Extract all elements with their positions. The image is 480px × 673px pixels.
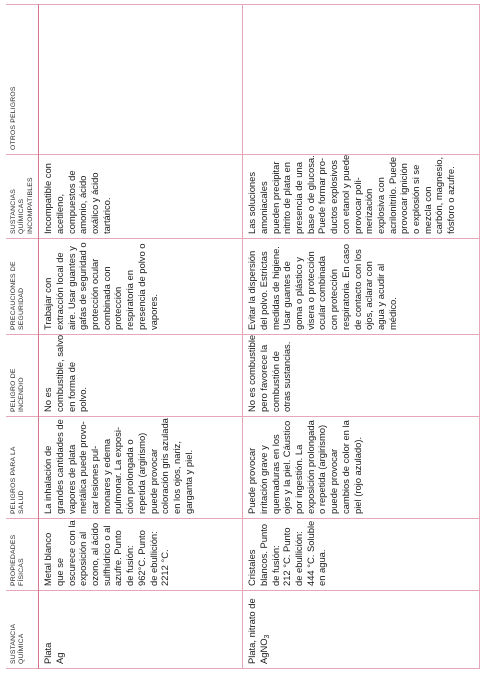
cell-health-hazards	[243, 417, 480, 519]
cell-text-line: 444 °C. Soluble	[304, 520, 316, 586]
cell-text-line: Puede provocar	[246, 447, 258, 514]
cell-text-line: de fusión:	[124, 545, 136, 586]
cell-text-line: car lesiones pul-	[89, 445, 101, 514]
cell-substance	[243, 591, 480, 669]
cell-text-line: No es	[42, 387, 54, 412]
cell-text-line: goma o plástico y	[293, 257, 305, 330]
cell-text-line: pulmonar. La exposi-	[112, 426, 124, 514]
cell-text-line: grandes cantidades de	[53, 419, 65, 514]
cell-text-line: carbón, magnesio,	[433, 156, 445, 234]
cell-text-line: ozono, al ácido	[89, 522, 101, 586]
cell-text-line: respiratoria. En caso	[339, 244, 351, 330]
cell-text-line: pueden precipitar	[269, 161, 281, 234]
cell-health-hazards	[39, 417, 243, 519]
substance-name: Plata, nitrato de	[246, 598, 258, 664]
cell-text-line: ojos, aclarar con	[363, 261, 375, 330]
cell-safety-precautions	[243, 239, 480, 335]
cell-text-line: gafas de seguridad o	[77, 242, 89, 330]
cell-text-line: Cristales	[246, 549, 258, 586]
cell-text-line: con protección	[328, 269, 340, 330]
cell-text-line: Evitar la dispersión	[246, 250, 258, 330]
formula-subscript: 3	[263, 634, 271, 639]
cell-text-line: que se	[53, 557, 65, 586]
cell-text-line: Incompatible con	[42, 163, 54, 234]
cell-text-line: puede provocar	[328, 448, 340, 514]
cell-text-line: cambios de color en la	[339, 420, 351, 514]
cell-text-line: aire. Usar guantes y	[65, 246, 77, 330]
cell-other-hazards	[243, 5, 480, 155]
cell-text-line: monares y edema	[100, 438, 112, 514]
header-safety-precautions: PRECAUCIONES DE SEGURIDAD	[6, 239, 39, 335]
cell-incompatible-chemicals	[243, 155, 480, 239]
cell-text-line: ductos explosivos	[328, 160, 340, 234]
cell-text-line: pero favorece la	[257, 344, 269, 412]
cell-text-line: con etanol y puede	[339, 154, 351, 234]
header-physical-properties: PROPIEDADES FÍSICAS	[6, 519, 39, 591]
substance-formula: Ag	[53, 652, 65, 664]
cell-text-line: por ingestión. La	[293, 444, 305, 514]
substance-formula	[258, 596, 272, 664]
cell-text-line: visera o protección	[304, 251, 316, 330]
cell-text-line: Trabajar con	[42, 277, 54, 330]
cell-text-line: de fusión:	[269, 545, 281, 586]
cell-fire-hazard	[39, 335, 243, 417]
cell-text-line: en agua.	[316, 549, 328, 586]
cell-text-line: o explosión si se	[410, 164, 422, 234]
cell-text-line: combustible, salvo	[53, 334, 65, 412]
cell-text-line: protección ocular	[89, 258, 101, 330]
cell-text-line: quemaduras en los	[269, 434, 281, 514]
cell-text-line: ción prolongada o	[124, 439, 136, 514]
formula-base: AgNO	[257, 638, 269, 664]
cell-text-line: blancos. Punto	[257, 523, 269, 586]
cell-text-line: oxálico y ácido	[89, 172, 101, 234]
header-fire-hazard: PELIGRO DE INCENDIO	[6, 335, 39, 417]
rotated-table-sheet	[6, 5, 473, 669]
cell-text-line: No es combustible	[246, 334, 258, 412]
cell-text-line: amoniacales	[257, 181, 269, 234]
cell-text-line: de ebullición:	[293, 531, 305, 586]
cell-text-line: Usar guantes de	[281, 261, 293, 330]
cell-text-line: otras sustancias.	[281, 341, 293, 412]
cell-text-line: fósforo o azufre.	[445, 166, 457, 234]
cell-incompatible-chemicals	[39, 155, 243, 239]
cell-text-line: base o de glucosa.	[304, 155, 316, 234]
cell-text-line: acetileno,	[53, 193, 65, 234]
table-row	[243, 5, 480, 669]
chemical-safety-table	[6, 4, 480, 669]
cell-text-line: combinada con	[100, 266, 112, 330]
cell-text-line: explosiva con	[374, 177, 386, 234]
cell-text-line: de ebullición:	[147, 531, 159, 586]
cell-safety-precautions	[39, 239, 243, 335]
cell-text-line: merización	[363, 188, 375, 234]
cell-text-line: repetida (argirismo)	[135, 432, 147, 514]
table-header-row	[6, 5, 39, 669]
cell-text-line: 962°C. Punto	[135, 530, 147, 586]
cell-text-line: Las soluciones	[246, 171, 258, 234]
table-row	[39, 5, 243, 669]
cell-text-line: combustión de	[269, 351, 281, 412]
cell-text-line: médico.	[386, 297, 398, 330]
cell-other-hazards	[39, 5, 243, 155]
cell-text-line: extracción local de	[53, 252, 65, 330]
cell-text-line: o repetida (argirismo)	[316, 424, 328, 514]
cell-text-line: de contacto con los	[351, 249, 363, 330]
header-other-hazards: OTROS PELIGROS	[6, 5, 39, 155]
cell-text-line: piel (rojo azulado).	[351, 436, 363, 514]
cell-physical-properties	[39, 519, 243, 591]
cell-fire-hazard	[243, 335, 480, 417]
cell-text-line: azufre. Punto	[112, 530, 124, 586]
cell-text-line: sulfhídrico o al	[100, 525, 112, 586]
cell-text-line: ojos y la piel. Cáustico	[281, 420, 293, 514]
cell-text-line: agua y acudir al	[374, 263, 386, 330]
cell-text-line: provocar ignición	[398, 163, 410, 234]
cell-text-line: compuestos de	[65, 170, 77, 234]
cell-text-line: vapores de plata	[65, 444, 77, 514]
cell-text-line: en forma de	[65, 361, 77, 412]
cell-text-line: 2212 °C.	[159, 549, 171, 586]
cell-text-line: respiratoria en	[124, 270, 136, 330]
cell-text-line: Metal blanco	[42, 532, 54, 586]
cell-text-line: presencia de una	[293, 162, 305, 234]
cell-text-line: tartárico.	[100, 197, 112, 234]
cell-text-line: Puede formar pro-	[316, 157, 328, 234]
cell-text-line: protección	[112, 286, 124, 330]
cell-text-line: medidas de higiene.	[269, 246, 281, 330]
cell-physical-properties	[243, 519, 480, 591]
cell-text-line: 212 °C. Punto	[281, 527, 293, 586]
cell-text-line: del polvo. Estrictas	[257, 251, 269, 330]
cell-text-line: amonio, ácido	[77, 175, 89, 234]
cell-text-line: exposición al	[77, 531, 89, 586]
substance-name: Plata	[42, 642, 54, 664]
cell-text-line: exposición prolongada	[304, 420, 316, 514]
cell-text-line: metálica puede provo-	[77, 421, 89, 514]
header-substance: SUSTANCIA QUÍMICA	[6, 591, 39, 669]
cell-text-line: garganta y piel.	[182, 449, 194, 514]
cell-text-line: La inhalación de	[42, 445, 54, 514]
header-incompatible-chemicals: SUSTANCIAS QUÍMICAS INCOMPATIBLES	[6, 155, 39, 239]
cell-text-line: polvo.	[77, 386, 89, 412]
cell-text-line: en los ojos, nariz,	[170, 441, 182, 514]
cell-text-line: acrilonitrilo. Puede	[386, 156, 398, 234]
cell-text-line: vapores.	[147, 294, 159, 330]
cell-text-line: mezcla con	[421, 186, 433, 234]
cell-text-line: presencia de polvo o	[135, 243, 147, 330]
header-health-hazards: PELIGROS PARA LA SALUD	[6, 417, 39, 519]
cell-text-line: coloración gris azulada	[159, 418, 171, 514]
cell-text-line: nitrito de plata en	[281, 162, 293, 234]
cell-text-line: puede provocar	[147, 448, 159, 514]
cell-substance	[39, 591, 243, 669]
cell-text-line: oscurece con la	[65, 520, 77, 586]
cell-text-line: ocular combinada	[316, 255, 328, 330]
cell-text-line: irritación grave y	[257, 445, 269, 514]
cell-text-line: provocar poli-	[351, 177, 363, 234]
